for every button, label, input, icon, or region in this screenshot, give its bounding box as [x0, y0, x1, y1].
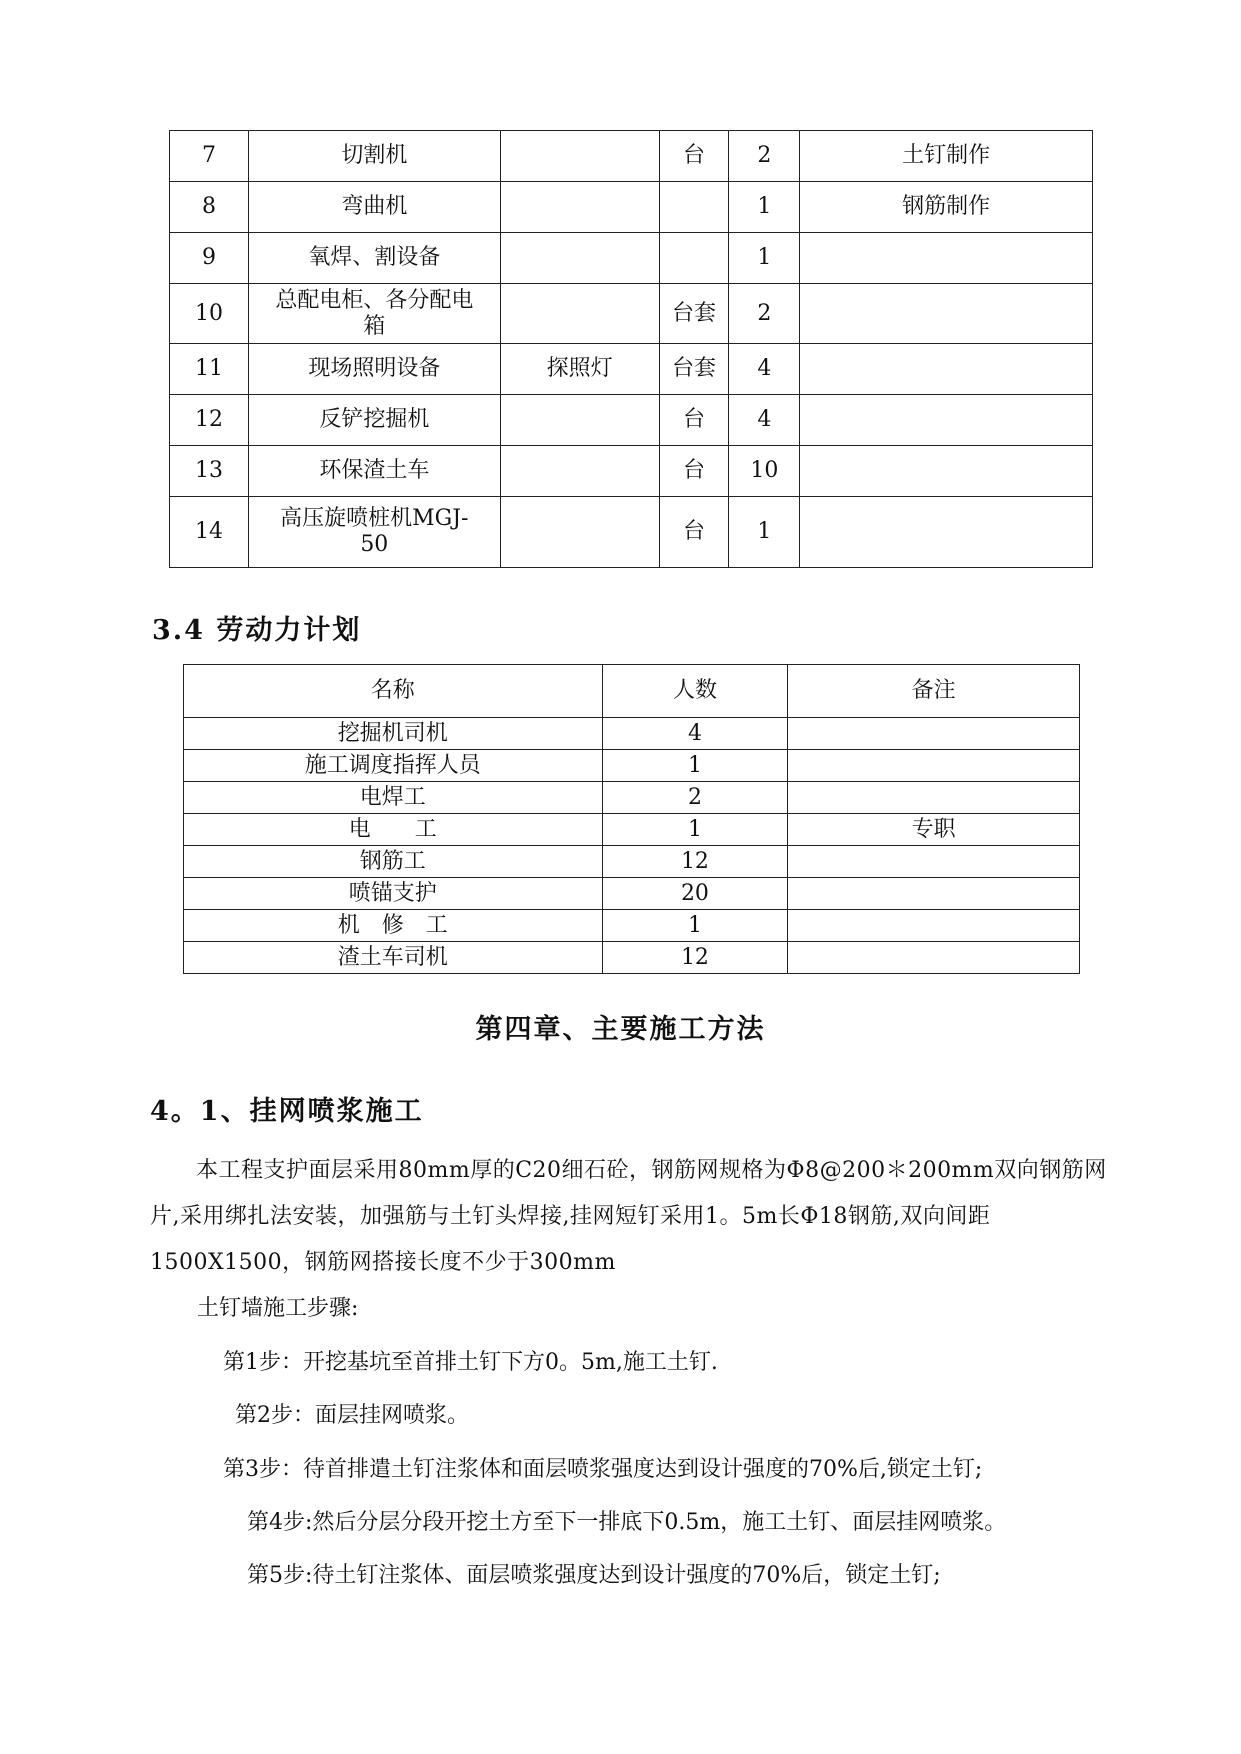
- cell-model: [500, 131, 659, 182]
- cell-unit: 台: [659, 395, 729, 446]
- cell-model: [500, 233, 659, 284]
- cell-note: [800, 446, 1093, 497]
- cell-unit: 台: [659, 497, 729, 568]
- cell-qty: 10: [729, 446, 800, 497]
- table-row: [170, 395, 1093, 446]
- table-row: [184, 846, 1080, 878]
- labor-plan-table: [183, 664, 1080, 974]
- cell-note: [788, 750, 1080, 782]
- cell-model: [500, 446, 659, 497]
- cell-model: [500, 182, 659, 233]
- table-row: [170, 131, 1093, 182]
- step-item: 第3步：待首排遣土钉注浆体和面层喷浆强度达到设计强度的70%后,锁定土钉;: [223, 1457, 983, 1482]
- table-row: [184, 942, 1080, 974]
- step-item: 第4步:然后分层分段开挖土方至下一排底下0.5m，施工土钉、面层挂网喷浆。: [247, 1510, 1007, 1535]
- table-row: [170, 344, 1093, 395]
- cell-model: 探照灯: [500, 344, 659, 395]
- cell-count: 12: [602, 942, 788, 974]
- table-row: [170, 284, 1093, 344]
- cell-name: 电 工: [184, 814, 603, 846]
- cell-count: 20: [602, 878, 788, 910]
- cell-unit: 台套: [659, 284, 729, 344]
- section-3-4-heading: 3.4 劳动力计划: [152, 615, 362, 646]
- equipment-table: [169, 130, 1093, 568]
- cell-name: 氧焊、割设备: [248, 233, 500, 284]
- table-row: [184, 910, 1080, 942]
- header-note: 备注: [788, 665, 1080, 718]
- cell-note: [800, 284, 1093, 344]
- table-row: [170, 497, 1093, 568]
- table-row: [184, 878, 1080, 910]
- cell-name: 挖掘机司机: [184, 718, 603, 750]
- cell-qty: 1: [729, 182, 800, 233]
- cell-name: 切割机: [248, 131, 500, 182]
- cell-unit: 台套: [659, 344, 729, 395]
- cell-count: 1: [602, 910, 788, 942]
- cell-model: [500, 497, 659, 568]
- header-name: 名称: [184, 665, 603, 718]
- cell-note: [800, 233, 1093, 284]
- cell-no: 9: [170, 233, 249, 284]
- table-row: [184, 782, 1080, 814]
- table-row: [184, 814, 1080, 846]
- cell-count: 1: [602, 814, 788, 846]
- cell-name: 钢筋工: [184, 846, 603, 878]
- cell-qty: 4: [729, 395, 800, 446]
- steps-title: 土钉墙施工步骤:: [197, 1296, 359, 1321]
- cell-unit: [659, 233, 729, 284]
- section-4-1-heading: 4。1、挂网喷浆施工: [150, 1096, 424, 1127]
- cell-note: [788, 718, 1080, 750]
- cell-unit: [659, 182, 729, 233]
- cell-qty: 2: [729, 131, 800, 182]
- header-count: 人数: [602, 665, 788, 718]
- chapter-4-title: 第四章、主要施工方法: [475, 1014, 766, 1045]
- cell-note: [788, 846, 1080, 878]
- table-row: [184, 718, 1080, 750]
- cell-note: 钢筋制作: [800, 182, 1093, 233]
- table-row: [170, 446, 1093, 497]
- cell-name: 高压旋喷桩机MGJ-50: [248, 497, 500, 568]
- step-item: 第5步:待土钉注浆体、面层喷浆强度达到设计强度的70%后，锁定土钉;: [247, 1563, 941, 1588]
- cell-name: 施工调度指挥人员: [184, 750, 603, 782]
- cell-name: 弯曲机: [248, 182, 500, 233]
- cell-name: 渣土车司机: [184, 942, 603, 974]
- cell-note: 土钉制作: [800, 131, 1093, 182]
- cell-name: 现场照明设备: [248, 344, 500, 395]
- cell-name: 电焊工: [184, 782, 603, 814]
- cell-count: 12: [602, 846, 788, 878]
- cell-note: [800, 395, 1093, 446]
- cell-note: [788, 910, 1080, 942]
- cell-qty: 1: [729, 497, 800, 568]
- cell-count: 2: [602, 782, 788, 814]
- cell-model: [500, 284, 659, 344]
- step-item: 第2步：面层挂网喷浆。: [235, 1403, 469, 1428]
- cell-qty: 4: [729, 344, 800, 395]
- cell-name: 反铲挖掘机: [248, 395, 500, 446]
- cell-count: 4: [602, 718, 788, 750]
- cell-no: 13: [170, 446, 249, 497]
- cell-note: [788, 782, 1080, 814]
- cell-name: 喷锚支护: [184, 878, 603, 910]
- cell-unit: 台: [659, 131, 729, 182]
- cell-no: 14: [170, 497, 249, 568]
- cell-no: 8: [170, 182, 249, 233]
- step-item: 第1步：开挖基坑至首排土钉下方0。5m,施工土钉.: [223, 1350, 718, 1375]
- cell-note: [788, 942, 1080, 974]
- cell-unit: 台: [659, 446, 729, 497]
- cell-note: 专职: [788, 814, 1080, 846]
- cell-qty: 2: [729, 284, 800, 344]
- cell-no: 7: [170, 131, 249, 182]
- cell-note: [800, 497, 1093, 568]
- cell-no: 11: [170, 344, 249, 395]
- cell-no: 12: [170, 395, 249, 446]
- cell-name: 总配电柜、各分配电箱: [248, 284, 500, 344]
- table-row: [170, 182, 1093, 233]
- cell-note: [800, 344, 1093, 395]
- cell-model: [500, 395, 659, 446]
- table-header-row: [184, 665, 1080, 718]
- cell-name: 环保渣土车: [248, 446, 500, 497]
- body-paragraph: 本工程支护面层采用80mm厚的C20细石砼，钢筋网规格为Φ8@200＊200mm双向钢筋网片,采用绑扎法安装，加强筋与土钉头焊接,挂网短钉采用1。5m长Φ18钢筋,双向间距1500X1500，钢筋网搭接长度不少于300mm: [150, 1158, 1107, 1275]
- cell-count: 1: [602, 750, 788, 782]
- cell-name: 机 修 工: [184, 910, 603, 942]
- cell-note: [788, 878, 1080, 910]
- cell-qty: 1: [729, 233, 800, 284]
- cell-no: 10: [170, 284, 249, 344]
- table-row: [184, 750, 1080, 782]
- table-row: [170, 233, 1093, 284]
